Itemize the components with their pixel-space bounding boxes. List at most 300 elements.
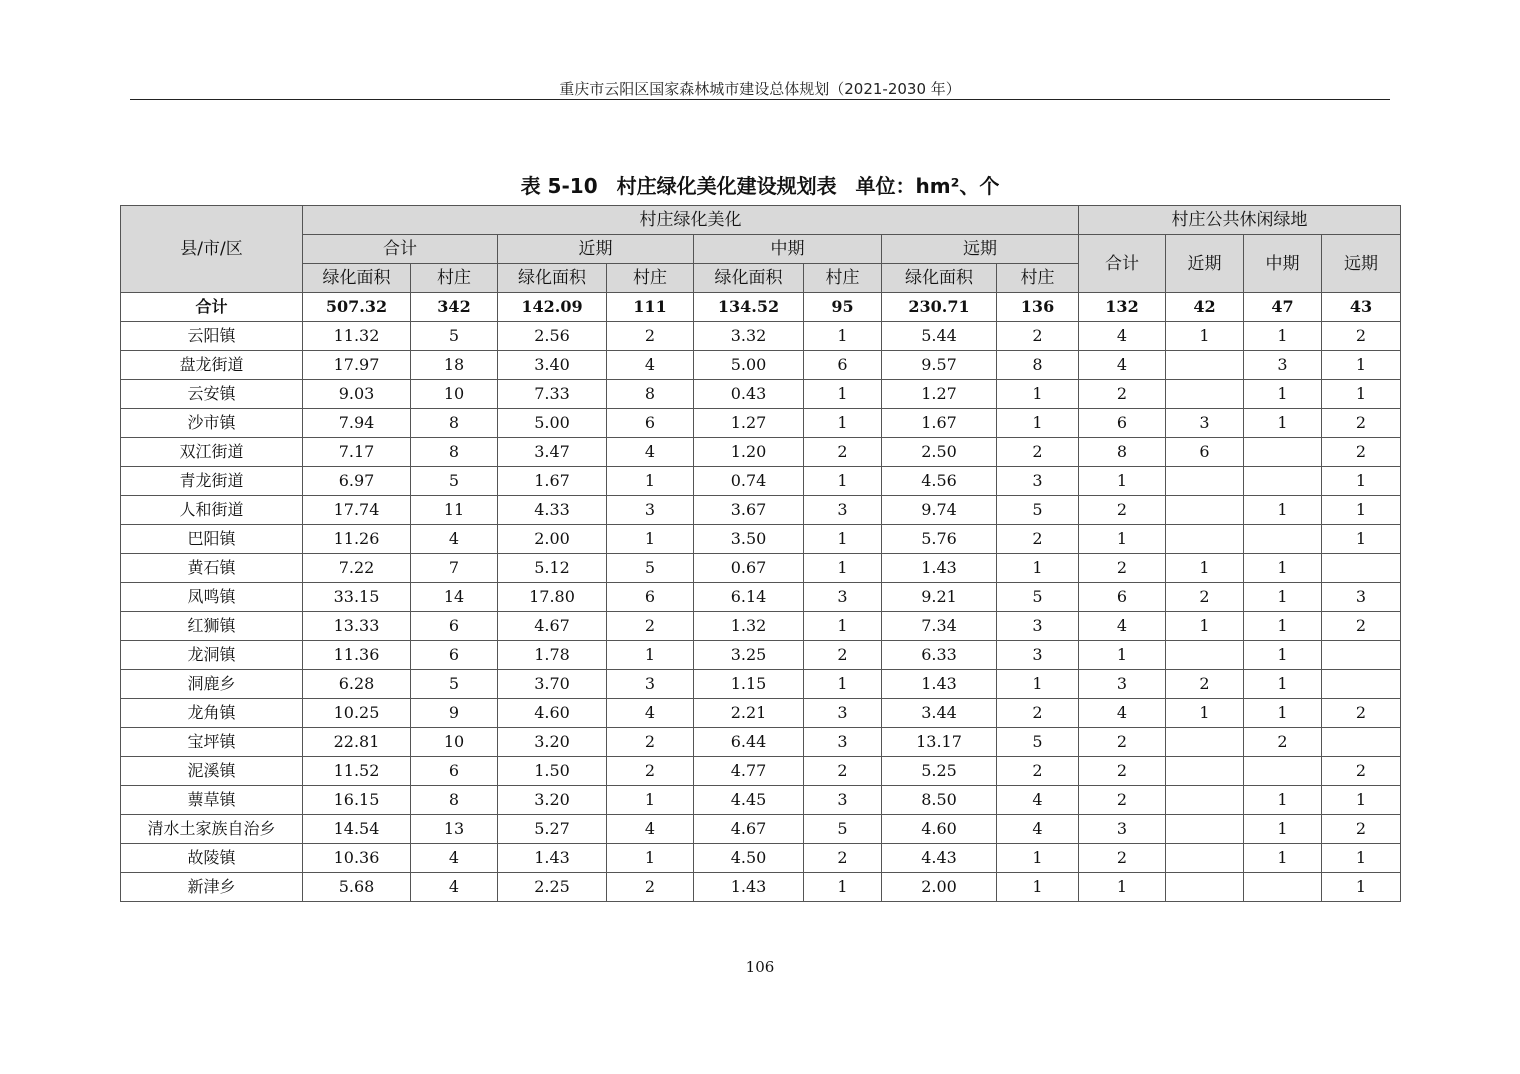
table-cell [1244,873,1322,902]
table-body [121,293,1401,902]
table-cell: 8.50 [882,786,997,815]
document-header: 重庆市云阳区国家森林城市建设总体规划（2021-2030 年） [559,80,961,98]
table-row [121,380,1401,409]
table-cell: 1 [1244,815,1322,844]
table-cell: 5.25 [882,757,997,786]
table-cell: 16.15 [303,786,411,815]
table-cell: 4.77 [694,757,804,786]
table-cell: 3.70 [498,670,607,699]
table-cell: 0.43 [694,380,804,409]
total-cell: 230.71 [882,293,997,322]
table-cell: 1 [804,873,882,902]
table-cell: 17.74 [303,496,411,525]
table-cell: 6 [411,757,498,786]
table-cell: 5.12 [498,554,607,583]
table-cell: 6 [411,641,498,670]
total-label: 合计 [121,293,303,322]
table-cell: 1 [997,873,1079,902]
header-period-near: 近期 [498,235,694,264]
region-name-cell: 盘龙街道 [121,351,303,380]
table-cell: 14 [411,583,498,612]
region-name-cell: 龙角镇 [121,699,303,728]
table-cell: 1 [997,554,1079,583]
table-cell: 4.60 [498,699,607,728]
table-cell: 3 [804,496,882,525]
table-row [121,525,1401,554]
total-cell: 132 [1079,293,1166,322]
table-cell: 5 [997,583,1079,612]
total-row [121,293,1401,322]
table-cell: 7.17 [303,438,411,467]
table-cell: 1 [1079,525,1166,554]
table-cell: 2 [804,757,882,786]
region-name-cell: 清水土家族自治乡 [121,815,303,844]
table-cell: 1 [1244,612,1322,641]
table-cell: 2 [1166,670,1244,699]
table-cell: 1 [1322,380,1401,409]
table-row [121,757,1401,786]
table-cell [1166,380,1244,409]
table-cell: 5.68 [303,873,411,902]
table-row [121,612,1401,641]
table-cell: 9.03 [303,380,411,409]
table-cell: 8 [411,438,498,467]
table-cell: 1 [804,380,882,409]
table-cell: 1.50 [498,757,607,786]
table-cell: 8 [411,409,498,438]
table-cell: 2 [1322,757,1401,786]
table-cell: 1 [1166,612,1244,641]
table-cell: 2 [1079,757,1166,786]
table-cell: 3.25 [694,641,804,670]
table-cell: 6.97 [303,467,411,496]
table-cell: 13 [411,815,498,844]
region-name-cell: 泥溪镇 [121,757,303,786]
table-title [120,170,1400,199]
header-public-near: 近期 [1166,235,1244,293]
table-row [121,641,1401,670]
table-cell: 1 [1079,873,1166,902]
table-cell: 1 [1244,641,1322,670]
header-period-far: 远期 [882,235,1079,264]
table-cell: 2 [1322,699,1401,728]
table-cell [1166,844,1244,873]
table-cell: 6 [1166,438,1244,467]
table-cell: 3.67 [694,496,804,525]
table-cell: 3 [804,583,882,612]
table-cell: 3 [997,641,1079,670]
table-row [121,438,1401,467]
region-name-cell: 蔈草镇 [121,786,303,815]
table-cell [1166,467,1244,496]
table-cell: 33.15 [303,583,411,612]
header-village: 村庄 [607,264,694,293]
table-cell: 11.32 [303,322,411,351]
header-public-far: 远期 [1322,235,1401,293]
table-cell: 1.43 [498,844,607,873]
table-cell: 6.44 [694,728,804,757]
total-cell: 507.32 [303,293,411,322]
table-cell: 11.36 [303,641,411,670]
table-cell: 4 [607,438,694,467]
table-cell: 18 [411,351,498,380]
table-unit: 单位：hm²、个 [855,174,1000,198]
table-cell: 1 [1166,699,1244,728]
header-village: 村庄 [997,264,1079,293]
table-cell: 4 [997,815,1079,844]
table-cell: 3 [804,786,882,815]
table-cell: 4.56 [882,467,997,496]
table-cell [1166,525,1244,554]
table-cell: 9.21 [882,583,997,612]
region-name-cell: 新津乡 [121,873,303,902]
table-cell: 1 [1322,873,1401,902]
region-name-cell: 人和街道 [121,496,303,525]
table-cell: 1 [607,786,694,815]
table-cell: 5 [997,496,1079,525]
table-cell: 1.27 [694,409,804,438]
table-cell: 1.15 [694,670,804,699]
table-cell: 1 [1244,786,1322,815]
table-cell: 3 [607,496,694,525]
table-cell: 1 [1322,467,1401,496]
table-cell: 2 [1322,322,1401,351]
table-row [121,351,1401,380]
table-row [121,467,1401,496]
table-cell: 4.43 [882,844,997,873]
table-cell: 1 [1079,641,1166,670]
table-cell: 1 [1079,467,1166,496]
table-row [121,873,1401,902]
table-cell [1166,641,1244,670]
table-cell [1322,641,1401,670]
table-cell: 1 [607,844,694,873]
region-name-cell: 红狮镇 [121,612,303,641]
table-cell: 1 [1322,525,1401,554]
table-cell [1322,554,1401,583]
total-cell: 136 [997,293,1079,322]
table-cell: 1 [997,844,1079,873]
region-name-cell: 凤鸣镇 [121,583,303,612]
table-cell [1244,467,1322,496]
table-cell: 2 [1322,409,1401,438]
table-cell: 10.25 [303,699,411,728]
table-cell: 2 [997,322,1079,351]
table-cell: 1 [804,612,882,641]
table-cell: 2 [1079,380,1166,409]
table-cell: 1.20 [694,438,804,467]
table-cell: 17.80 [498,583,607,612]
table-cell: 3.40 [498,351,607,380]
table-cell: 1.67 [882,409,997,438]
table-cell: 4.67 [498,612,607,641]
table-cell: 17.97 [303,351,411,380]
table-cell: 1 [1166,554,1244,583]
table-row [121,322,1401,351]
table-cell: 13.33 [303,612,411,641]
table-cell: 1 [1322,351,1401,380]
table-cell: 6 [607,409,694,438]
table-cell: 3 [997,467,1079,496]
table-cell: 3 [1166,409,1244,438]
table-cell: 3 [1079,670,1166,699]
table-cell: 2 [607,728,694,757]
table-cell: 10 [411,380,498,409]
table-cell: 4 [411,873,498,902]
region-name-cell: 故陵镇 [121,844,303,873]
table-cell: 1 [1166,322,1244,351]
table-cell [1166,496,1244,525]
table-cell: 2 [1079,844,1166,873]
table-cell: 3.20 [498,786,607,815]
table-cell: 2 [1322,815,1401,844]
table-cell: 5.27 [498,815,607,844]
table-cell: 3.20 [498,728,607,757]
table-cell: 4.45 [694,786,804,815]
table-cell [1166,757,1244,786]
table-cell: 1.67 [498,467,607,496]
table-cell: 8 [997,351,1079,380]
table-cell: 10.36 [303,844,411,873]
header-area: 绿化面积 [694,264,804,293]
table-cell: 1.32 [694,612,804,641]
table-cell: 5 [411,467,498,496]
table-cell: 3 [1322,583,1401,612]
table-row [121,496,1401,525]
table-cell: 2 [1079,786,1166,815]
table-cell: 1 [804,409,882,438]
table-cell: 6.14 [694,583,804,612]
table-row [121,844,1401,873]
table-cell: 5 [997,728,1079,757]
region-name-cell: 沙市镇 [121,409,303,438]
table-cell: 3 [607,670,694,699]
table-cell: 1 [1244,670,1322,699]
table-cell: 2.00 [882,873,997,902]
table-cell: 2 [997,699,1079,728]
header-rule [130,99,1390,100]
table-cell: 2 [1244,728,1322,757]
table-row [121,699,1401,728]
table-cell: 1 [1322,786,1401,815]
region-name-cell: 双江街道 [121,438,303,467]
table-cell: 3 [804,699,882,728]
table-cell: 5 [411,322,498,351]
page-number: 106 [745,958,775,976]
table-cell [1166,873,1244,902]
table-cell: 1.78 [498,641,607,670]
table-cell [1244,757,1322,786]
table-cell: 5.44 [882,322,997,351]
table-cell: 11.52 [303,757,411,786]
table-row [121,409,1401,438]
table-cell: 7.34 [882,612,997,641]
table-cell: 1 [1244,554,1322,583]
table-name: 村庄绿化美化建设规划表 [616,174,837,198]
table-cell: 2.56 [498,322,607,351]
table-cell: 1 [1244,380,1322,409]
table-cell: 2 [997,525,1079,554]
table-cell: 2 [804,438,882,467]
table-cell: 1 [1244,699,1322,728]
table-cell: 9.57 [882,351,997,380]
region-name-cell: 青龙街道 [121,467,303,496]
header-public-mid: 中期 [1244,235,1322,293]
region-name-cell: 龙洞镇 [121,641,303,670]
table-cell: 2 [997,757,1079,786]
village-greening-table [120,205,1401,902]
header-area: 绿化面积 [498,264,607,293]
region-name-cell: 洞鹿乡 [121,670,303,699]
header-public-green-space: 村庄公共休闲绿地 [1079,206,1401,235]
table-cell: 8 [411,786,498,815]
table-cell: 6.33 [882,641,997,670]
table-cell: 2 [1079,496,1166,525]
table-cell: 1 [1244,409,1322,438]
table-cell: 5.00 [498,409,607,438]
table-cell: 4 [997,786,1079,815]
table-cell: 2 [804,844,882,873]
total-cell: 47 [1244,293,1322,322]
table-cell: 2 [1079,554,1166,583]
table-cell: 5.76 [882,525,997,554]
table-row [121,583,1401,612]
table-cell: 6 [1079,409,1166,438]
table-cell: 8 [1079,438,1166,467]
table-cell [1166,815,1244,844]
table-cell: 2 [607,322,694,351]
table-cell: 4 [1079,699,1166,728]
table-cell: 1 [1322,844,1401,873]
table-cell: 13.17 [882,728,997,757]
table-cell: 1 [997,380,1079,409]
table-cell: 3 [997,612,1079,641]
header-area: 绿化面积 [303,264,411,293]
header-region: 县/市/区 [121,206,303,293]
table-cell: 3.32 [694,322,804,351]
table-cell: 5 [804,815,882,844]
region-name-cell: 巴阳镇 [121,525,303,554]
region-name-cell: 云安镇 [121,380,303,409]
region-name-cell: 宝坪镇 [121,728,303,757]
table-cell [1166,786,1244,815]
table-row [121,670,1401,699]
header-period-mid: 中期 [694,235,882,264]
table-row [121,554,1401,583]
table-cell: 8 [607,380,694,409]
table-cell [1166,351,1244,380]
table-cell: 1 [1244,322,1322,351]
table-cell [1322,670,1401,699]
table-cell: 4 [607,699,694,728]
table-cell: 4 [607,351,694,380]
table-cell [1166,728,1244,757]
table-cell: 0.67 [694,554,804,583]
total-cell: 134.52 [694,293,804,322]
header-area: 绿化面积 [882,264,997,293]
header-village: 村庄 [804,264,882,293]
table-cell: 1 [804,525,882,554]
table-cell: 1 [804,670,882,699]
table-cell: 2 [1079,728,1166,757]
table-cell: 7.33 [498,380,607,409]
table-cell: 6 [804,351,882,380]
total-cell: 111 [607,293,694,322]
table-cell: 2 [997,438,1079,467]
table-cell: 2.50 [882,438,997,467]
table-cell: 5.00 [694,351,804,380]
table-cell: 14.54 [303,815,411,844]
table-cell: 3.47 [498,438,607,467]
header-public-total: 合计 [1079,235,1166,293]
table-cell: 1 [804,322,882,351]
table-cell: 2 [1322,438,1401,467]
table-cell: 3 [1079,815,1166,844]
total-cell: 43 [1322,293,1401,322]
table-cell [1322,728,1401,757]
table-cell: 1 [607,641,694,670]
table-cell: 3 [1244,351,1322,380]
table-cell: 1 [997,409,1079,438]
table-cell: 4 [1079,351,1166,380]
table-number: 表 5-10 [520,174,598,198]
table-cell: 22.81 [303,728,411,757]
table-cell: 2.21 [694,699,804,728]
header-period-total: 合计 [303,235,498,264]
table-cell: 2 [607,757,694,786]
table-cell: 4.50 [694,844,804,873]
table-cell: 2 [1166,583,1244,612]
table-cell: 4 [411,525,498,554]
table-cell: 1.43 [694,873,804,902]
table-cell: 1 [1244,583,1322,612]
table-cell: 3 [804,728,882,757]
table-cell: 5 [411,670,498,699]
table-cell: 1 [804,467,882,496]
region-name-cell: 黄石镇 [121,554,303,583]
table-cell: 2.25 [498,873,607,902]
table-cell: 1 [607,467,694,496]
table-cell: 4.60 [882,815,997,844]
table-cell [1244,525,1322,554]
table-cell: 3.44 [882,699,997,728]
table-cell: 1 [997,670,1079,699]
table-cell: 6 [607,583,694,612]
table-cell: 1 [804,554,882,583]
table-cell: 4 [1079,322,1166,351]
table-cell: 11.26 [303,525,411,554]
table-cell: 9 [411,699,498,728]
table-cell: 1.27 [882,380,997,409]
table-cell: 2 [1322,612,1401,641]
table-cell: 6 [1079,583,1166,612]
total-cell: 142.09 [498,293,607,322]
table-cell: 6 [411,612,498,641]
table-cell: 7.94 [303,409,411,438]
table-cell: 2 [607,612,694,641]
total-cell: 42 [1166,293,1244,322]
table-cell: 11 [411,496,498,525]
table-cell: 6.28 [303,670,411,699]
table-cell: 4.67 [694,815,804,844]
total-cell: 342 [411,293,498,322]
header-village: 村庄 [411,264,498,293]
table-cell: 4 [411,844,498,873]
table-cell [1244,438,1322,467]
table-cell: 4 [1079,612,1166,641]
table-cell: 5 [607,554,694,583]
table-cell: 1.43 [882,554,997,583]
